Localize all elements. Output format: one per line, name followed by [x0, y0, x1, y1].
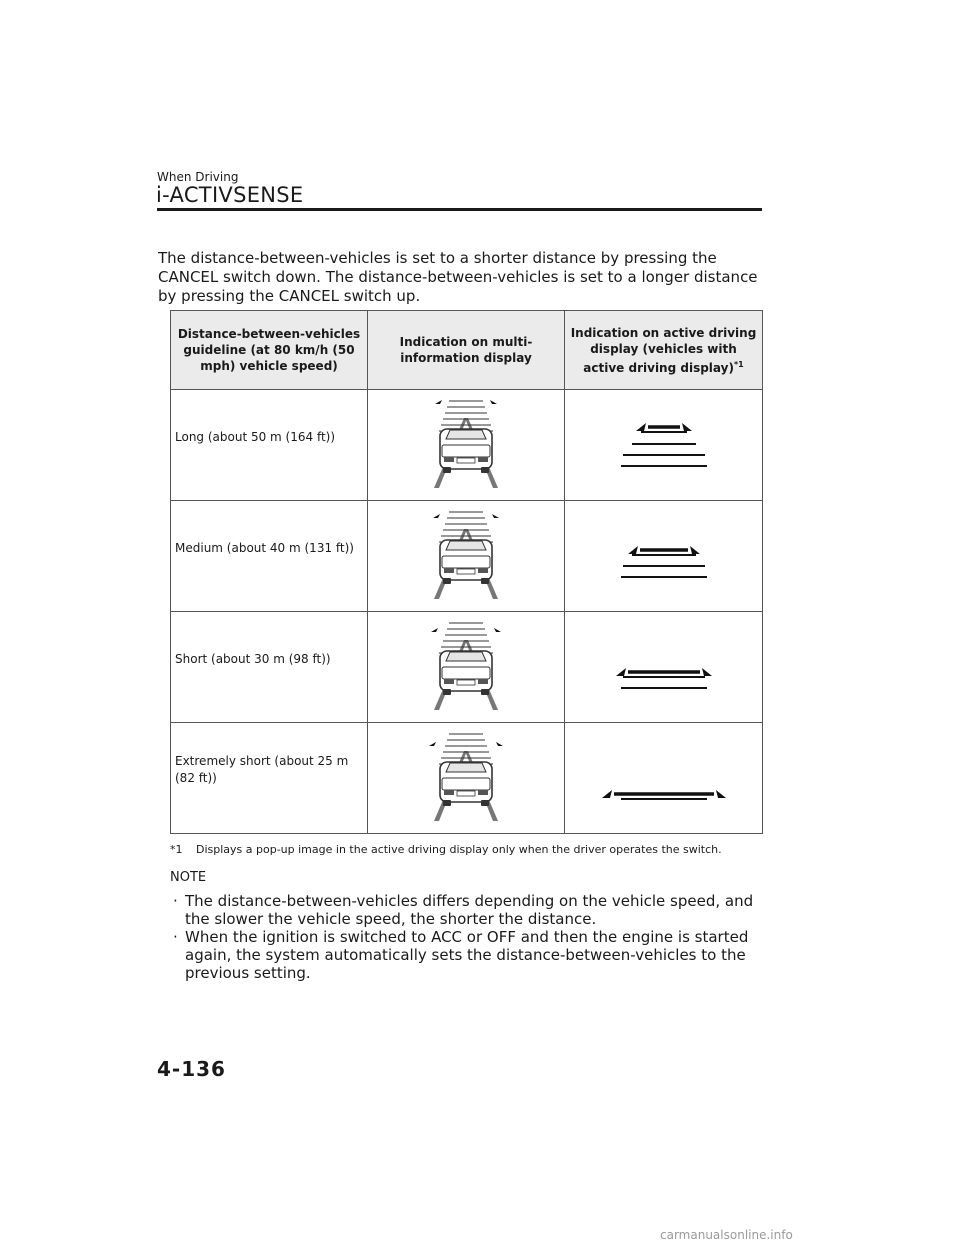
multi-info-illustration: [368, 391, 564, 500]
car-light-left: [444, 457, 454, 462]
multi-info-illustration: [368, 613, 564, 722]
car-window: [446, 652, 486, 661]
car-icon: [440, 651, 492, 695]
car-window: [446, 763, 486, 772]
footnote-marker: *1: [733, 359, 744, 369]
car-wheel-left: [443, 467, 451, 473]
car-light-left: [444, 679, 454, 684]
car-trunk: [442, 445, 490, 457]
row-label-text: Medium (about 40 m (131 ft)): [175, 540, 354, 555]
arrow-left-icon: [602, 790, 612, 798]
car-light-left: [444, 790, 454, 795]
car-icon: [440, 762, 492, 806]
multi-info-illustration-cell: [368, 612, 565, 723]
section-label: When Driving: [157, 170, 239, 184]
active-driving-illustration-cell: [565, 723, 763, 834]
active-driving-illustration-cell: [565, 390, 763, 501]
page-number: 4-136: [157, 1057, 226, 1081]
car-plate: [457, 569, 475, 574]
bullet-icon: ·: [173, 928, 178, 946]
car-trunk: [442, 556, 490, 568]
row-label: [171, 723, 368, 834]
row-label-text: Extremely short (about 25 m (82 ft)): [175, 754, 349, 785]
car-plate: [457, 791, 475, 796]
car-plate: [457, 680, 475, 685]
car-wheel-right: [481, 689, 489, 695]
arrow-left-icon: [429, 742, 436, 746]
column-header-active-driving-display: [565, 311, 763, 390]
car-wheel-left: [443, 800, 451, 806]
note-item-text: When the ignition is switched to ACC or OFF and then the engine is started again, the system automatically sets the distance-between-vehicles to the previous setting.: [185, 928, 749, 982]
row-label: [171, 501, 368, 612]
arrow-right-icon: [496, 742, 503, 746]
arrow-left-icon: [431, 628, 438, 632]
table-row: [171, 723, 763, 834]
watermark: carmanualsonline.info: [660, 1228, 793, 1242]
car-trunk: [442, 778, 490, 790]
multi-info-illustration: [368, 502, 564, 611]
table-row: [171, 501, 763, 612]
multi-info-illustration-cell: [368, 501, 565, 612]
car-icon: [440, 540, 492, 584]
row-label-text: Long (about 50 m (164 ft)): [175, 429, 336, 444]
car-window: [446, 430, 486, 439]
car-wheel-right: [481, 467, 489, 473]
car-icon: [440, 429, 492, 473]
column-header-active-driving-display-text: Indication on active driving display (vehicles with active driving display): [570, 325, 757, 375]
active-driving-illustration-cell: [565, 501, 763, 612]
table-row: [171, 390, 763, 501]
car-plate: [457, 458, 475, 463]
arrow-right-icon: [490, 400, 497, 404]
column-header-multi-info-display: Indication on multi-information display: [368, 311, 565, 390]
arrow-left-icon: [433, 514, 440, 518]
car-light-right: [478, 790, 488, 795]
arrow-right-icon: [716, 790, 726, 798]
footnote-mark: *1: [170, 843, 183, 856]
arrow-left-icon: [616, 668, 626, 676]
car-light-left: [444, 568, 454, 573]
car-wheel-right: [481, 800, 489, 806]
footnote-text: Displays a pop-up image in the active driving display only when the driver operates the switch.: [196, 843, 722, 856]
column-header-guideline: Distance-between-vehicles guideline (at 80 km/h (50 mph) vehicle speed): [171, 311, 368, 390]
arrow-left-icon: [636, 423, 646, 431]
active-driving-illustration: [566, 391, 762, 500]
active-driving-illustration-cell: [565, 612, 763, 723]
note-item-text: The distance-between-vehicles differs depending on the vehicle speed, and the slower the vehicle speed, the shorter the distance.: [185, 892, 754, 928]
arrow-right-icon: [492, 514, 499, 518]
active-driving-illustration: [566, 502, 762, 611]
active-driving-illustration: [566, 724, 762, 833]
arrow-left-icon: [628, 546, 638, 554]
car-light-right: [478, 679, 488, 684]
row-label: [171, 390, 368, 501]
footnote: [170, 843, 722, 856]
note-item: [173, 892, 773, 928]
car-trunk: [442, 667, 490, 679]
car-wheel-left: [443, 689, 451, 695]
car-light-right: [478, 568, 488, 573]
note-title: NOTE: [170, 870, 207, 885]
multi-info-illustration-cell: [368, 390, 565, 501]
active-driving-illustration: [566, 613, 762, 722]
car-light-right: [478, 457, 488, 462]
header-rule: [157, 208, 762, 211]
arrow-right-icon: [690, 546, 700, 554]
arrow-right-icon: [682, 423, 692, 431]
table-row: [171, 612, 763, 723]
car-wheel-left: [443, 578, 451, 584]
arrow-right-icon: [494, 628, 501, 632]
note-item: [173, 928, 773, 982]
arrow-right-icon: [702, 668, 712, 676]
multi-info-illustration: [368, 724, 564, 833]
row-label: [171, 612, 368, 723]
car-window: [446, 541, 486, 550]
arrow-left-icon: [435, 400, 442, 404]
note-list: [173, 892, 773, 982]
multi-info-illustration-cell: [368, 723, 565, 834]
car-wheel-right: [481, 578, 489, 584]
bullet-icon: ·: [173, 892, 178, 910]
row-label-text: Short (about 30 m (98 ft)): [175, 651, 331, 666]
section-title: i-ACTIVSENSE: [156, 183, 304, 207]
intro-paragraph: The distance-between-vehicles is set to a shorter distance by pressing the CANCEL switch down. The distance-between-vehicles is set to a longer distance by pressing the CANCEL switch up.: [158, 249, 758, 305]
distance-table: [170, 310, 763, 834]
